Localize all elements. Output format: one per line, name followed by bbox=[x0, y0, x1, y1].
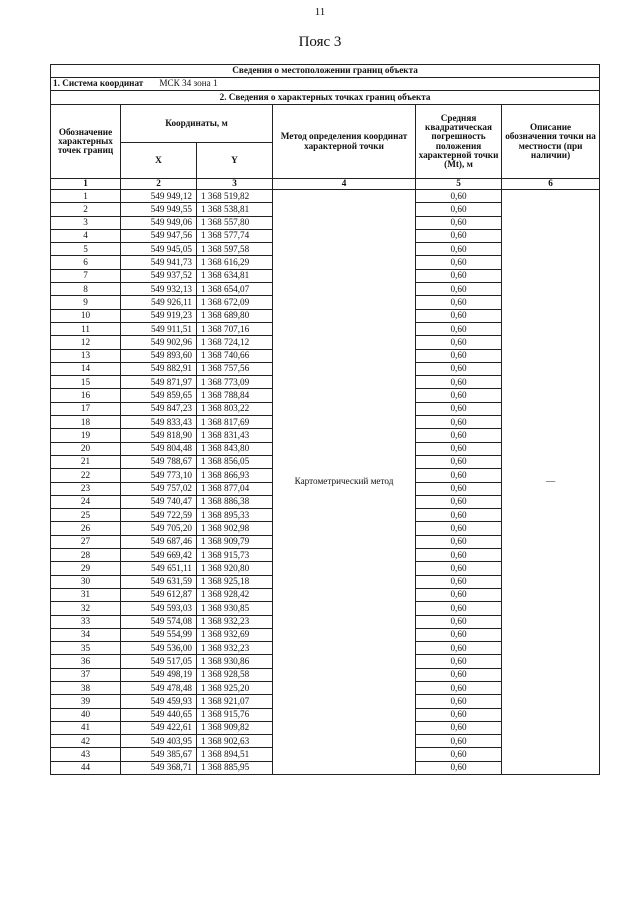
point-number: 17 bbox=[51, 402, 121, 415]
point-number: 27 bbox=[51, 535, 121, 548]
coordinate-x: 549 422,61 bbox=[121, 721, 197, 734]
accuracy-mt: 0,60 bbox=[416, 708, 502, 721]
accuracy-mt: 0,60 bbox=[416, 535, 502, 548]
point-number: 25 bbox=[51, 509, 121, 522]
column-number: 2 bbox=[121, 179, 197, 190]
accuracy-mt: 0,60 bbox=[416, 376, 502, 389]
accuracy-mt: 0,60 bbox=[416, 575, 502, 588]
accuracy-mt: 0,60 bbox=[416, 482, 502, 495]
coordinate-y: 1 368 915,73 bbox=[197, 549, 273, 562]
method-cell: Картометрический метод bbox=[273, 190, 416, 775]
coordinate-x: 549 669,42 bbox=[121, 549, 197, 562]
point-number: 9 bbox=[51, 296, 121, 309]
point-number: 16 bbox=[51, 389, 121, 402]
accuracy-mt: 0,60 bbox=[416, 322, 502, 335]
accuracy-mt: 0,60 bbox=[416, 642, 502, 655]
accuracy-mt: 0,60 bbox=[416, 309, 502, 322]
coordinate-system-row bbox=[51, 78, 600, 91]
coordinate-y: 1 368 930,85 bbox=[197, 602, 273, 615]
point-number: 11 bbox=[51, 322, 121, 335]
coordinate-x: 549 937,52 bbox=[121, 269, 197, 282]
accuracy-mt: 0,60 bbox=[416, 615, 502, 628]
header-description: Описание обозначения точки на местности (при наличии) bbox=[502, 105, 600, 179]
coordinate-x: 549 403,95 bbox=[121, 735, 197, 748]
point-number: 34 bbox=[51, 628, 121, 641]
point-number: 40 bbox=[51, 708, 121, 721]
coordinate-x: 549 949,06 bbox=[121, 216, 197, 229]
accuracy-mt: 0,60 bbox=[416, 721, 502, 734]
coordinate-x: 549 941,73 bbox=[121, 256, 197, 269]
point-number: 29 bbox=[51, 562, 121, 575]
coordinate-x: 549 593,03 bbox=[121, 602, 197, 615]
coordinate-y: 1 368 803,22 bbox=[197, 402, 273, 415]
coordinate-system-label: 1. Система координат bbox=[53, 78, 144, 89]
column-number: 3 bbox=[197, 179, 273, 190]
coordinate-x: 549 947,56 bbox=[121, 229, 197, 242]
point-number: 31 bbox=[51, 588, 121, 601]
accuracy-mt: 0,60 bbox=[416, 761, 502, 774]
coordinate-y: 1 368 843,80 bbox=[197, 442, 273, 455]
coordinate-y: 1 368 689,80 bbox=[197, 309, 273, 322]
accuracy-mt: 0,60 bbox=[416, 296, 502, 309]
point-number: 14 bbox=[51, 362, 121, 375]
accuracy-mt: 0,60 bbox=[416, 509, 502, 522]
page-title: Пояс 3 bbox=[298, 34, 342, 50]
boundary-points-table bbox=[50, 64, 600, 775]
coordinate-y: 1 368 886,38 bbox=[197, 495, 273, 508]
accuracy-mt: 0,60 bbox=[416, 402, 502, 415]
coordinate-x: 549 788,67 bbox=[121, 455, 197, 468]
point-number: 30 bbox=[51, 575, 121, 588]
coordinate-y: 1 368 902,98 bbox=[197, 522, 273, 535]
coordinate-x: 549 945,05 bbox=[121, 243, 197, 256]
coordinate-x: 549 459,93 bbox=[121, 695, 197, 708]
coordinate-x: 549 847,23 bbox=[121, 402, 197, 415]
point-number: 32 bbox=[51, 602, 121, 615]
coordinate-x: 549 932,13 bbox=[121, 283, 197, 296]
coordinate-x: 549 882,91 bbox=[121, 362, 197, 375]
coordinate-x: 549 773,10 bbox=[121, 469, 197, 482]
coordinate-x: 549 757,02 bbox=[121, 482, 197, 495]
accuracy-mt: 0,60 bbox=[416, 442, 502, 455]
point-number: 44 bbox=[51, 761, 121, 774]
accuracy-mt: 0,60 bbox=[416, 349, 502, 362]
coordinate-x: 549 651,11 bbox=[121, 562, 197, 575]
point-number: 23 bbox=[51, 482, 121, 495]
coordinate-y: 1 368 894,51 bbox=[197, 748, 273, 761]
point-number: 7 bbox=[51, 269, 121, 282]
accuracy-mt: 0,60 bbox=[416, 362, 502, 375]
accuracy-mt: 0,60 bbox=[416, 495, 502, 508]
accuracy-mt: 0,60 bbox=[416, 562, 502, 575]
coordinate-y: 1 368 909,82 bbox=[197, 721, 273, 734]
point-number: 28 bbox=[51, 549, 121, 562]
point-number: 15 bbox=[51, 376, 121, 389]
accuracy-mt: 0,60 bbox=[416, 681, 502, 694]
coordinate-y: 1 368 925,18 bbox=[197, 575, 273, 588]
point-number: 10 bbox=[51, 309, 121, 322]
coordinate-y: 1 368 895,33 bbox=[197, 509, 273, 522]
accuracy-mt: 0,60 bbox=[416, 549, 502, 562]
coordinate-x: 549 871,97 bbox=[121, 376, 197, 389]
coordinate-y: 1 368 932,23 bbox=[197, 642, 273, 655]
coordinate-x: 549 498,19 bbox=[121, 668, 197, 681]
header-accuracy: Средняя квадратическая погрешность положения характерной точки (Mt), м bbox=[416, 105, 502, 179]
accuracy-mt: 0,60 bbox=[416, 588, 502, 601]
coordinate-x: 549 926,11 bbox=[121, 296, 197, 309]
coordinate-y: 1 368 707,16 bbox=[197, 322, 273, 335]
point-number: 41 bbox=[51, 721, 121, 734]
coordinate-y: 1 368 634,81 bbox=[197, 269, 273, 282]
point-number: 6 bbox=[51, 256, 121, 269]
point-number: 38 bbox=[51, 681, 121, 694]
point-number: 33 bbox=[51, 615, 121, 628]
coordinate-y: 1 368 831,43 bbox=[197, 429, 273, 442]
accuracy-mt: 0,60 bbox=[416, 735, 502, 748]
coordinate-y: 1 368 788,84 bbox=[197, 389, 273, 402]
point-number: 24 bbox=[51, 495, 121, 508]
accuracy-mt: 0,60 bbox=[416, 216, 502, 229]
accuracy-mt: 0,60 bbox=[416, 455, 502, 468]
accuracy-mt: 0,60 bbox=[416, 655, 502, 668]
coordinate-y: 1 368 909,79 bbox=[197, 535, 273, 548]
point-number: 8 bbox=[51, 283, 121, 296]
coordinate-y: 1 368 877,04 bbox=[197, 482, 273, 495]
point-number: 12 bbox=[51, 336, 121, 349]
coordinate-y: 1 368 557,80 bbox=[197, 216, 273, 229]
coordinate-x: 549 478,48 bbox=[121, 681, 197, 694]
coordinate-x: 549 574,08 bbox=[121, 615, 197, 628]
coordinate-y: 1 368 920,80 bbox=[197, 562, 273, 575]
coordinate-x: 549 722,59 bbox=[121, 509, 197, 522]
column-number: 4 bbox=[273, 179, 416, 190]
accuracy-mt: 0,60 bbox=[416, 416, 502, 429]
coordinate-x: 549 740,47 bbox=[121, 495, 197, 508]
column-number: 1 bbox=[51, 179, 121, 190]
point-number: 37 bbox=[51, 668, 121, 681]
point-number: 39 bbox=[51, 695, 121, 708]
coordinate-y: 1 368 773,09 bbox=[197, 376, 273, 389]
point-number: 21 bbox=[51, 455, 121, 468]
point-number: 43 bbox=[51, 748, 121, 761]
section-location-header: Сведения о местоположении границ объекта bbox=[51, 65, 600, 78]
section-points-header: 2. Сведения о характерных точках границ объекта bbox=[51, 91, 600, 105]
coordinate-y: 1 368 928,42 bbox=[197, 588, 273, 601]
coordinate-y: 1 368 672,09 bbox=[197, 296, 273, 309]
point-number: 3 bbox=[51, 216, 121, 229]
coordinate-y: 1 368 925,20 bbox=[197, 681, 273, 694]
coordinate-y: 1 368 724,12 bbox=[197, 336, 273, 349]
point-number: 35 bbox=[51, 642, 121, 655]
accuracy-mt: 0,60 bbox=[416, 602, 502, 615]
coordinate-x: 549 536,00 bbox=[121, 642, 197, 655]
coordinate-y: 1 368 930,86 bbox=[197, 655, 273, 668]
column-number: 6 bbox=[502, 179, 600, 190]
coordinate-x: 549 804,48 bbox=[121, 442, 197, 455]
coordinate-y: 1 368 915,76 bbox=[197, 708, 273, 721]
coordinate-x: 549 859,65 bbox=[121, 389, 197, 402]
accuracy-mt: 0,60 bbox=[416, 389, 502, 402]
accuracy-mt: 0,60 bbox=[416, 668, 502, 681]
point-number: 22 bbox=[51, 469, 121, 482]
coordinate-x: 549 440,65 bbox=[121, 708, 197, 721]
coordinate-x: 549 705,20 bbox=[121, 522, 197, 535]
coordinate-x: 549 554,99 bbox=[121, 628, 197, 641]
point-number: 19 bbox=[51, 429, 121, 442]
point-number: 1 bbox=[51, 190, 121, 203]
coordinate-x: 549 833,43 bbox=[121, 416, 197, 429]
accuracy-mt: 0,60 bbox=[416, 522, 502, 535]
description-cell: — bbox=[502, 190, 600, 775]
coordinate-y: 1 368 757,56 bbox=[197, 362, 273, 375]
coordinate-y: 1 368 866,93 bbox=[197, 469, 273, 482]
header-x: X bbox=[121, 143, 197, 179]
accuracy-mt: 0,60 bbox=[416, 748, 502, 761]
coordinate-y: 1 368 740,66 bbox=[197, 349, 273, 362]
point-number: 20 bbox=[51, 442, 121, 455]
accuracy-mt: 0,60 bbox=[416, 190, 502, 203]
point-number: 2 bbox=[51, 203, 121, 216]
header-method: Метод определения координат характерной точки bbox=[273, 105, 416, 179]
point-number: 5 bbox=[51, 243, 121, 256]
coordinate-y: 1 368 856,05 bbox=[197, 455, 273, 468]
coordinate-x: 549 368,71 bbox=[121, 761, 197, 774]
coordinate-y: 1 368 921,07 bbox=[197, 695, 273, 708]
accuracy-mt: 0,60 bbox=[416, 203, 502, 216]
coordinate-y: 1 368 538,81 bbox=[197, 203, 273, 216]
coordinate-y: 1 368 885,95 bbox=[197, 761, 273, 774]
coordinate-y: 1 368 902,63 bbox=[197, 735, 273, 748]
coordinate-y: 1 368 597,58 bbox=[197, 243, 273, 256]
accuracy-mt: 0,60 bbox=[416, 469, 502, 482]
accuracy-mt: 0,60 bbox=[416, 229, 502, 242]
header-designation: Обозначение характерных точек границ bbox=[51, 105, 121, 179]
coordinate-y: 1 368 932,69 bbox=[197, 628, 273, 641]
column-numbers-row bbox=[51, 179, 600, 190]
coordinate-x: 549 385,67 bbox=[121, 748, 197, 761]
coordinate-y: 1 368 928,58 bbox=[197, 668, 273, 681]
point-number: 26 bbox=[51, 522, 121, 535]
coordinate-x: 549 893,60 bbox=[121, 349, 197, 362]
header-coordinates: Координаты, м bbox=[121, 105, 273, 143]
point-number: 4 bbox=[51, 229, 121, 242]
coordinate-x: 549 612,87 bbox=[121, 588, 197, 601]
coordinate-y: 1 368 654,07 bbox=[197, 283, 273, 296]
coordinate-y: 1 368 519,82 bbox=[197, 190, 273, 203]
coordinate-x: 549 919,23 bbox=[121, 309, 197, 322]
coordinate-x: 549 517,05 bbox=[121, 655, 197, 668]
accuracy-mt: 0,60 bbox=[416, 429, 502, 442]
accuracy-mt: 0,60 bbox=[416, 628, 502, 641]
coordinate-y: 1 368 932,23 bbox=[197, 615, 273, 628]
coordinate-x: 549 949,55 bbox=[121, 203, 197, 216]
column-number: 5 bbox=[416, 179, 502, 190]
accuracy-mt: 0,60 bbox=[416, 269, 502, 282]
accuracy-mt: 0,60 bbox=[416, 695, 502, 708]
coordinate-x: 549 902,96 bbox=[121, 336, 197, 349]
coordinate-x: 549 818,90 bbox=[121, 429, 197, 442]
accuracy-mt: 0,60 bbox=[416, 243, 502, 256]
header-y: Y bbox=[197, 143, 273, 179]
coordinate-system-value: МСК 34 зона 1 bbox=[159, 78, 218, 89]
accuracy-mt: 0,60 bbox=[416, 336, 502, 349]
point-number: 42 bbox=[51, 735, 121, 748]
point-number: 13 bbox=[51, 349, 121, 362]
page-number: 11 bbox=[314, 6, 326, 18]
accuracy-mt: 0,60 bbox=[416, 283, 502, 296]
table-row bbox=[51, 190, 600, 203]
coordinate-x: 549 949,12 bbox=[121, 190, 197, 203]
point-number: 36 bbox=[51, 655, 121, 668]
coordinate-y: 1 368 817,69 bbox=[197, 416, 273, 429]
coordinate-x: 549 631,59 bbox=[121, 575, 197, 588]
coordinate-x: 549 687,46 bbox=[121, 535, 197, 548]
point-number: 18 bbox=[51, 416, 121, 429]
accuracy-mt: 0,60 bbox=[416, 256, 502, 269]
coordinate-y: 1 368 616,29 bbox=[197, 256, 273, 269]
coordinate-x: 549 911,51 bbox=[121, 322, 197, 335]
coordinate-y: 1 368 577,74 bbox=[197, 229, 273, 242]
